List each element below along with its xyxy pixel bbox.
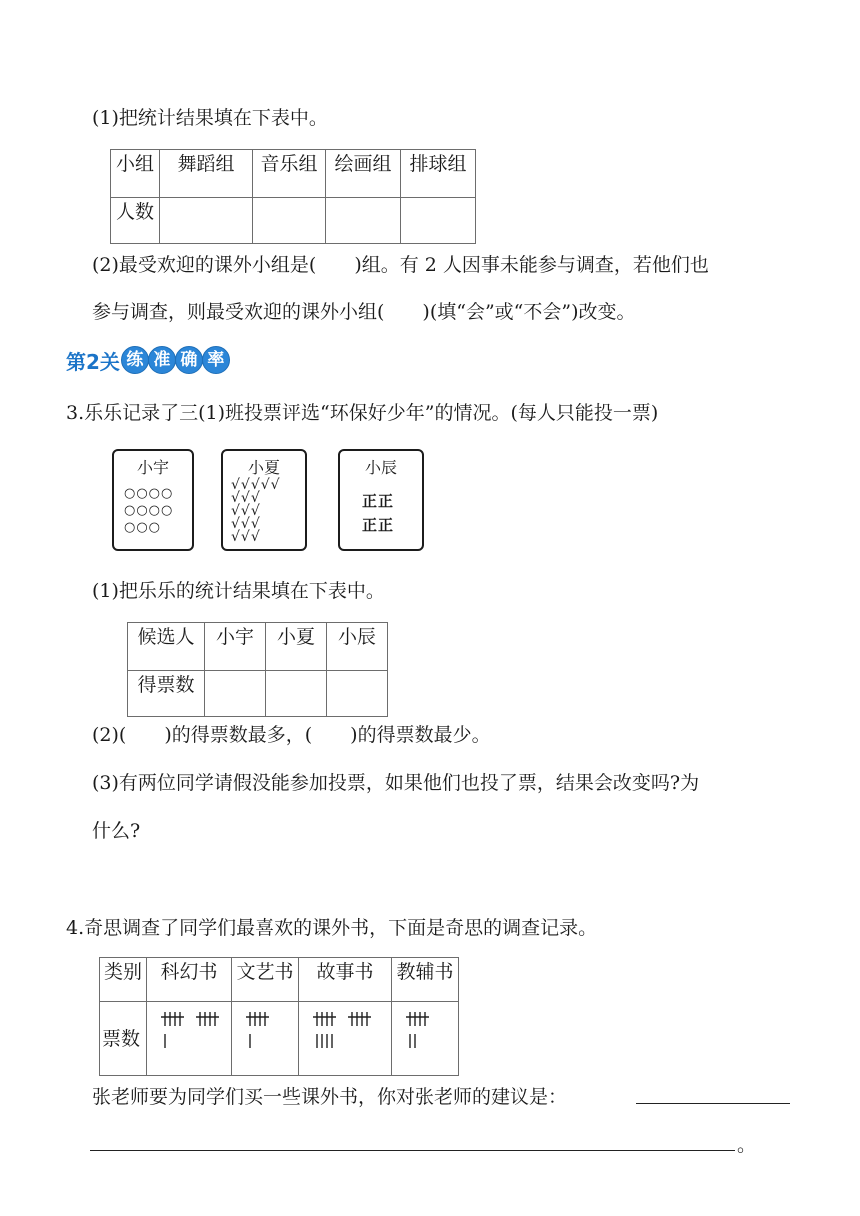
q2-sub2-line2: 参与调查，则最受欢迎的课外小组( )(填“会”或“不会”)改变。 (92, 301, 636, 323)
q4-stem: 4.奇思调查了同学们最喜欢的课外书，下面是奇思的调查记录。 (66, 917, 598, 939)
tally-marks: √√√√√ (231, 477, 281, 493)
table-row-label: 票数 (100, 1002, 147, 1076)
tally-cell (299, 1002, 392, 1076)
answer-cell[interactable] (266, 671, 327, 717)
tally-marks: √√√ (231, 529, 261, 545)
table-header-cell: 文艺书 (232, 958, 299, 1002)
table-header-cell: 小夏 (266, 623, 327, 671)
answer-cell[interactable] (205, 671, 266, 717)
tally-cell (232, 1002, 299, 1076)
answer-cell[interactable] (160, 198, 253, 244)
level-banner (66, 346, 230, 374)
tally-marks: 正正 (362, 492, 395, 510)
answer-cell[interactable] (253, 198, 326, 244)
level-chip: 练 (121, 346, 149, 374)
answer-blank-line[interactable] (90, 1150, 735, 1151)
table-header-cell: 教辅书 (392, 958, 459, 1002)
tally-cell (147, 1002, 232, 1076)
q2-stats-table (110, 149, 476, 244)
table-header-cell: 候选人 (128, 623, 205, 671)
tally-marks: ○○○○ (124, 503, 174, 518)
table-header-cell: 类别 (100, 958, 147, 1002)
answer-cell[interactable] (327, 671, 388, 717)
tally-drawing (151, 1002, 227, 1062)
q3-stem: 3.乐乐记录了三(1)班投票评选“环保好少年”的情况。(每人只能投一票) (66, 402, 659, 424)
tally-drawing (303, 1002, 387, 1062)
vote-card-xiaochen (338, 449, 424, 551)
q2-sub2-line1: (2)最受欢迎的课外小组是( )组。有 2 人因事未能参与调查，若他们也 (92, 254, 709, 276)
table-header-cell: 科幻书 (147, 958, 232, 1002)
level-chip: 率 (202, 346, 230, 374)
vote-card-xiaoyu (112, 449, 194, 551)
answer-cell[interactable] (326, 198, 401, 244)
card-title: 小夏 (247, 458, 280, 477)
level-chip: 准 (148, 346, 176, 374)
tally-marks: √√√ (231, 490, 261, 506)
q3-sub1: (1)把乐乐的统计结果填在下表中。 (92, 580, 385, 602)
answer-blank-line[interactable] (636, 1103, 790, 1104)
table-header-cell: 小辰 (327, 623, 388, 671)
tally-drawing (236, 1002, 294, 1062)
table-row-label: 人数 (111, 198, 160, 244)
table-header-cell: 音乐组 (253, 150, 326, 198)
tally-marks: ○○○○ (124, 486, 174, 501)
level-chip: 确 (175, 346, 203, 374)
end-mark: 。 (737, 1134, 757, 1156)
level-label: 第2关 (66, 349, 120, 374)
card-title: 小辰 (364, 458, 397, 477)
tally-drawing (396, 1002, 454, 1062)
tally-marks: √√√ (231, 503, 261, 519)
table-header-cell: 小组 (111, 150, 160, 198)
q3-sub2: (2)( )的得票数最多，( )的得票数最少。 (92, 724, 491, 746)
vote-card-xiaoxia (221, 449, 307, 551)
tally-marks: 正正 (362, 516, 395, 534)
table-header-cell: 小宇 (205, 623, 266, 671)
table-header-cell: 绘画组 (326, 150, 401, 198)
q3-sub3-line1: (3)有两位同学请假没能参加投票，如果他们也投了票，结果会改变吗?为 (92, 772, 700, 794)
q4-suggestion-prompt: 张老师要为同学们买一些课外书，你对张老师的建议是： (92, 1086, 568, 1108)
table-header-cell: 故事书 (299, 958, 392, 1002)
q2-sub1: (1)把统计结果填在下表中。 (92, 107, 328, 129)
tally-marks: √√√ (231, 516, 261, 532)
table-header-cell: 舞蹈组 (160, 150, 253, 198)
tally-cell (392, 1002, 459, 1076)
q3-sub3-line2: 什么? (92, 820, 141, 842)
table-row-label: 得票数 (128, 671, 205, 717)
q4-survey-table (99, 957, 459, 1076)
table-header-cell: 排球组 (401, 150, 476, 198)
q3-vote-table (127, 622, 388, 717)
tally-marks: ○○○ (124, 520, 162, 535)
card-title: 小宇 (136, 458, 169, 477)
answer-cell[interactable] (401, 198, 476, 244)
